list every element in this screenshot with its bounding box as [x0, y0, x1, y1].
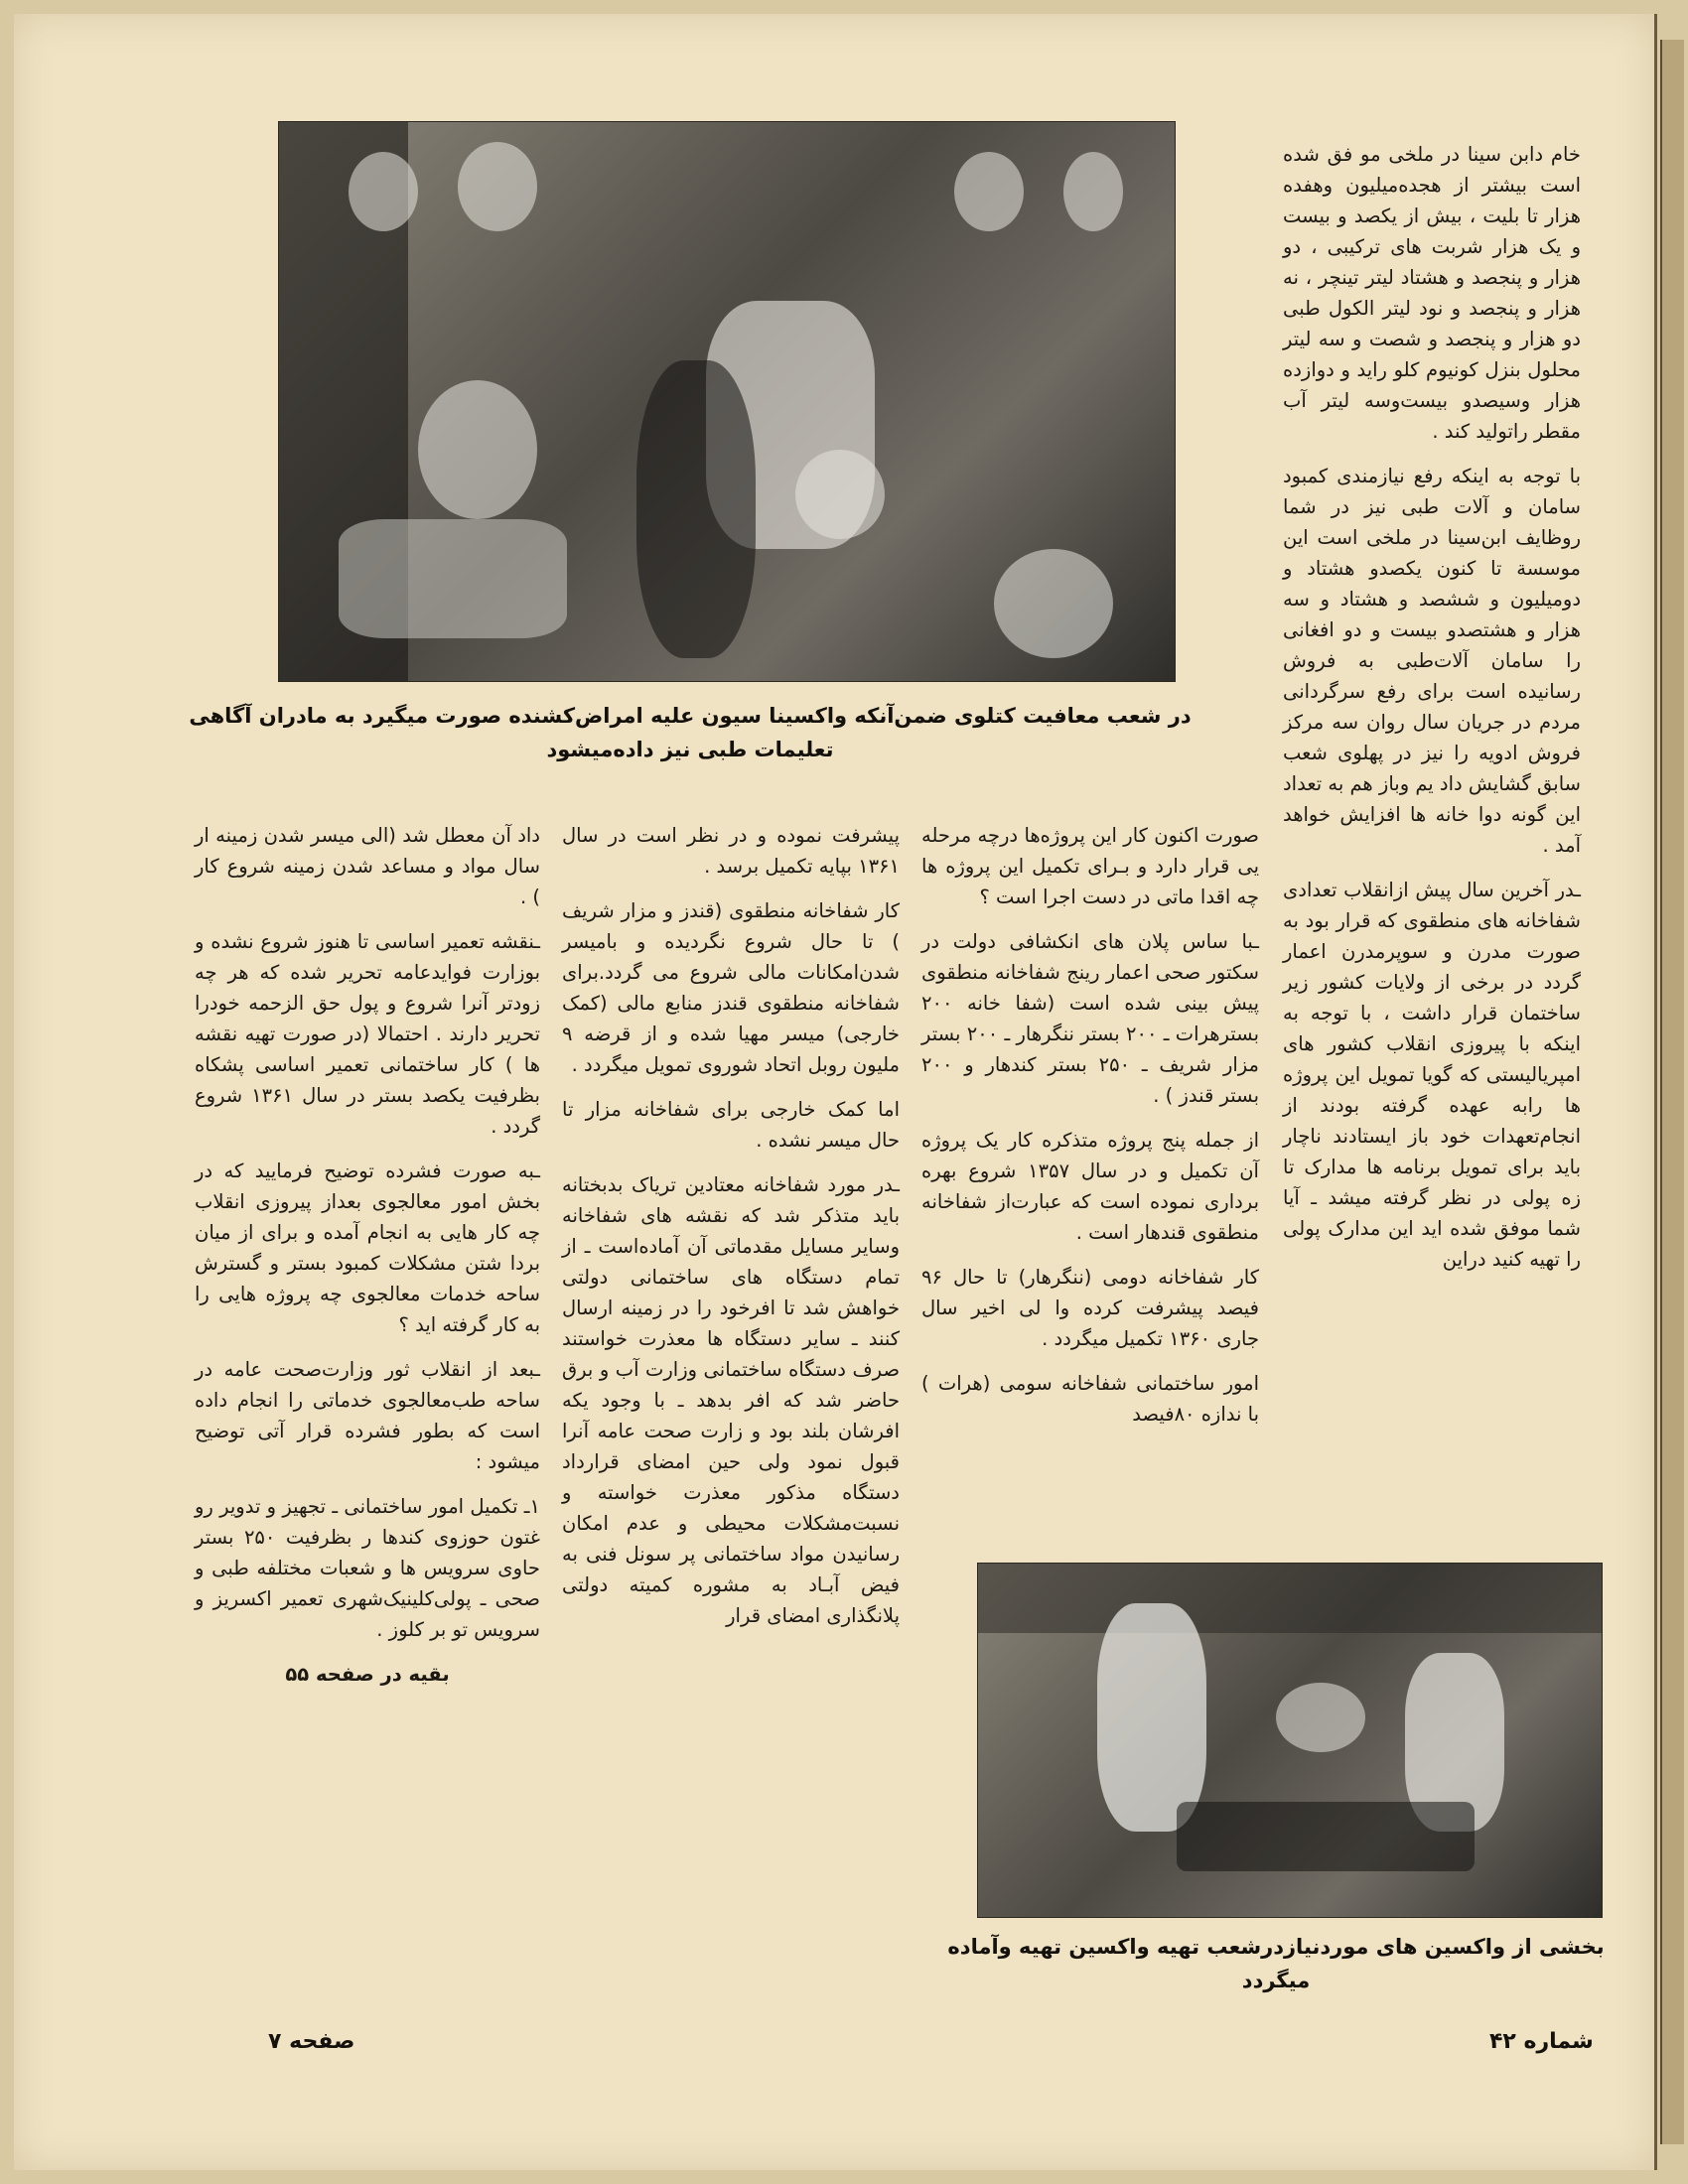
paragraph: صورت اکنون کار این پروژه‌ها درچه مرحله یی قرار دارد و بـرای تکمیل این پروژه ها چه اقدا ماتی در دست اجرا است ؟	[921, 824, 1259, 908]
paragraph: ـدر آخرین سال پیش ازانقلاب تعدادی شفاخانه های منطقوی که قرار بود به صورت مدرن و سوپرمدرن اعمار گردد در برخی از ولایات کشور زیر ساختمان قرار داشت ، با توجه به اینکه با پیروزی انقلاب کشور های امپریالیستی که گویا تمویل این پروژه ها رابه عهده گرفته بودند از انجام‌تعهدات خود باز ایستادند ناچار باید برای تمویل برنامه ها مدارک تا زه پولی در نظر گرفته میشد ـ آیا شما موفق شده اید این مدارک پولی را تهیه کنید دراین	[1283, 879, 1581, 1271]
book-spine-edge	[1660, 40, 1684, 2144]
article-column-4	[195, 820, 540, 1704]
paragraph: ـبعد از انقلاب ثور وزارت‌صحت عامه در ساحه طب‌معالجوی خدماتی را انجام داده است که بطور فشرده قرار آتی توضیح میشود :	[195, 1358, 540, 1473]
photo-bottom-caption: بخشی از واکسین های موردنیازدرشعب تهیه واکسین تهیه وآماده میگردد	[947, 1935, 1605, 1992]
paragraph: ۱ـ تکمیل امور ساختمانی ـ تجهیز و تدویر رو غتون حوزوی کندها ر بظرفیت ۲۵۰ بستر حاوی سرویس ها و شعبات مختلفه طبی و صحی ـ پولی‌کلینیک‌شهری تعمیر اکسریز و سرویس تو بر کلوز .	[195, 1495, 540, 1641]
paragraph: با توجه به اینکه رفع نیازمندی کمبود سامان و آلات طبی نیز در شما روظایف ابن‌سینا در ملخی است این موسسة تا کنون یکصدو هشتاد و دومیلیون و ششصد و هشتاد و سه هزار و هشتصدو بیست و دو افغانی را سامان آلات‌طبی به فروش رسانیده است برای رفع سرگردانی مردم در جریان سال روان سه مرکز فروش ادویه را نیز در پهلوی شعب سابق گشایش داد یم وباز هم به تعداد این گونه دوا خانه ها افزایش خواهد آمد .	[1283, 465, 1581, 857]
issue-number: شماره ۴۲	[1489, 2029, 1594, 2054]
page-number: صفحه ۷	[268, 2029, 355, 2054]
photo-clinic-mothers-children	[278, 121, 1176, 682]
paragraph: کار شفاخانه منطقوی (قندز و مزار شریف ) تا حال شروع نگردیده و بامیسر شدن‌امکانات مالی شروع می گردد.برای شفاخانه منطقوی قندز منابع مالی (کمک خارجی) میسر مهیا شده و از قرضه ۹ ملیون روبل اتحاد شوروی تمویل میگردد .	[562, 899, 900, 1076]
article-column-3	[562, 820, 900, 1645]
article-column-2	[921, 820, 1259, 1443]
paragraph: از جمله پنج پروژه متذکره کار یک پروژه آن تکمیل و در سال ۱۳۵۷ شروع بهره برداری نموده است که عبارت‌از شفاخانه منطقوی قندهار است .	[921, 1129, 1259, 1244]
photo-top-caption: در شعب معافیت کتلوی ضمن‌آنکه واکسینا سیون علیه امراض‌کشنده صورت میگیرد به مادران آگاهی تعلیمات طبی نیز داده‌میشود	[189, 704, 1192, 761]
paragraph: ـبه صورت فشرده توضیح فرمایید که در بخش امور معالجوی بعداز پیروزی انقلاب چه کار هایی به انجام آمده و برای از میان بردا شتن مشکلات کمبود بستر و گسترش ساحه خدمات معالجوی چه پروژه هایی را به کار گرفته اید ؟	[195, 1160, 540, 1336]
paragraph: ـدر مورد شفاخانه معتادین تریاک بدبختانه باید متذکر شد که نقشه های شفاخانه وسایر مسایل مقدماتی آن آماده‌است ـ از تمام دستگاه های ساختمانی دولتی خواهش شد تا افرخود را در زمینه ارسال کنند ـ سایر دستگاه ها معذرت خواستند صرف دستگاه ساختمانی وزارت آب و برق حاضر شد که افر بدهد ـ با وجود یکه افرشان بلند بود و زارت صحت عامه آنرا قبول نمود ولی حین امضای قرارداد دستگاه مذکور معذرت خواسته و نسبت‌مشکلات محیطی و عدم امکان رسانیدن مواد ساختمانی پر سونل فنی به فیض آبـاد به مشوره کمیته دولتی پلانگذاری امضای قرار	[562, 1173, 900, 1627]
paragraph: اما کمک خارجی برای شفاخانه مزار تا حال میسر نشده .	[562, 1098, 900, 1152]
paragraph: ـبا ساس پلان های انکشافی دولت در سکتور صحی اعمار رینج شفاخانه منطقوی پیش بینی شده است (شفا خانه ۲۰۰ بسترهرات ـ ۲۰۰ بستر ننگرهار ـ ۲۰۰ بستر مزار شریف ـ ۲۵۰ بستر کندهار و ۲۰۰ بستر قندز ) .	[921, 930, 1259, 1107]
article-column-1	[1283, 139, 1581, 1289]
paragraph: کار شفاخانه دومی (ننگرهار) تا حال ۹۶ فیصد پیشرفت کرده وا لی اخیر سال جاری ۱۳۶۰ تکمیل میگردد .	[921, 1266, 1259, 1350]
photo-vaccine-lab	[977, 1563, 1603, 1918]
paragraph: ـنقشه تعمیر اساسی تا هنوز شروع نشده و بوزارت فوایدعامه تحریر شده که هر چه زودتر آنرا شروع و پول حق الزحمه خودرا تحریر دارند . احتمالا (در صورت تهیه نقشه ها ) کار ساختمانی تعمیر اساسی پشکاه بظرفیت یکصد بستر در سال ۱۳۶۱ شروع گردد .	[195, 930, 540, 1138]
paragraph: داد آن معطل شد (الی میسر شدن زمینه ار سال مواد و مساعد شدن زمینه شروع کار ) .	[195, 824, 540, 908]
paragraph: امور ساختمانی شفاخانه سومی (هرات ) با ندازه ۸۰فیصد	[921, 1372, 1259, 1426]
continued-note: بقیه در صفحه ۵۵	[285, 1663, 450, 1686]
paragraph: خام دابن سینا در ملخی مو فق شده است بیشتر از هجده‌میلیون وهفده هزار تا بلیت ، بیش از یکصد و بیست و یک هزار شربت های ترکیبی ، دو هزار و پنجصد و هشتاد لیتر تینچر ، نه هزار و پنجصد و نود لیتر الکول طبی دو هزار و پنجصد و شصت و سه لیتر محلول بنزل کونیوم کلو راید و دوازده هزار وسیصدو بیست‌وسه لیتر آب مقطر راتولید کند .	[1283, 143, 1581, 443]
paragraph: پیشرفت نموده و در نظر است در سال ۱۳۶۱ بپایه تکمیل برسد .	[562, 824, 900, 878]
